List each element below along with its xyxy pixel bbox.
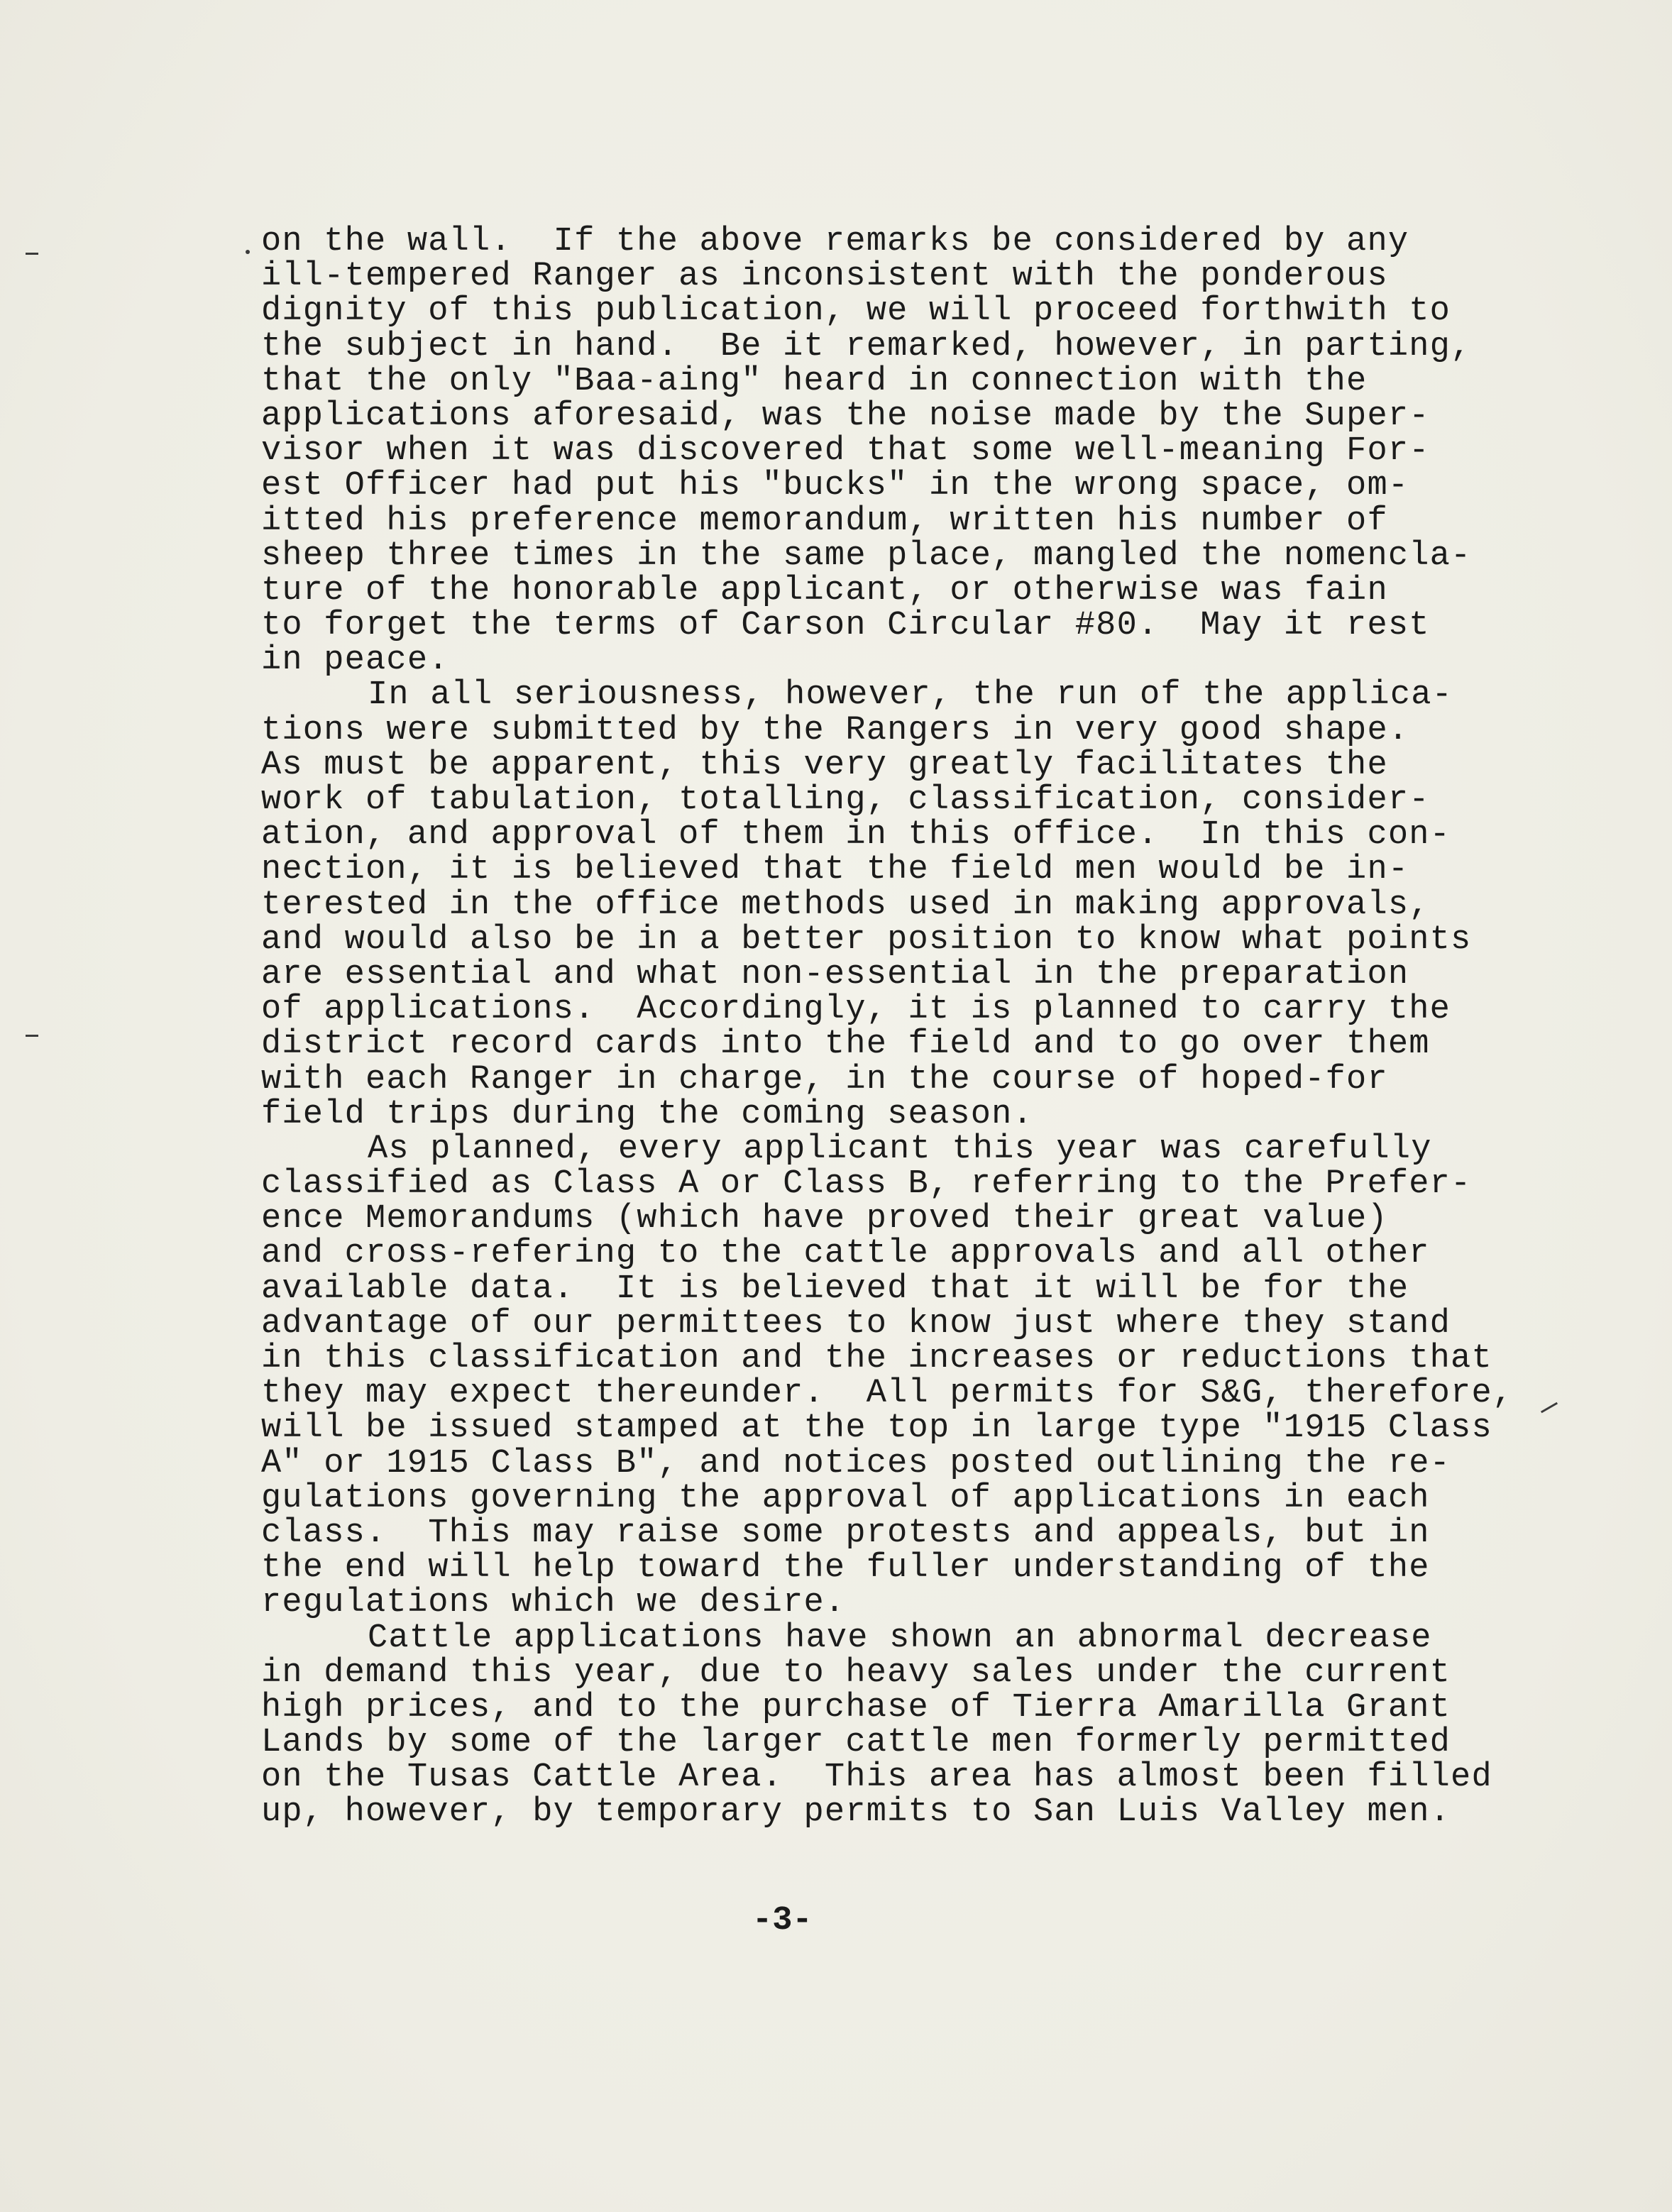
text-line: In all seriousness, however, the run of the applica- xyxy=(368,676,1453,715)
text-line: that the only "Baa-aing" heard in connection with the xyxy=(261,362,1368,400)
text-line: tions were submitted by the Rangers in very good shape. xyxy=(261,711,1409,749)
text-line: ence Memorandums (which have proved their great value) xyxy=(261,1200,1388,1238)
text-line: visor when it was discovered that some well-meaning For- xyxy=(261,432,1430,471)
text-line: with each Ranger in charge, in the course of hoped-for xyxy=(261,1060,1388,1099)
text-line: are essential and what non-essential in the preparation xyxy=(261,955,1409,994)
typed-text-body xyxy=(261,224,1595,1830)
margin-mark xyxy=(246,250,250,254)
text-line: district record cards into the field and to go over them xyxy=(261,1025,1430,1064)
text-line: ation, and approval of them in this office. In this con- xyxy=(261,816,1451,854)
text-line: itted his preference memorandum, written his number of xyxy=(261,502,1388,540)
text-line: on the Tusas Cattle Area. This area has almost been filled xyxy=(261,1759,1492,1797)
text-line: work of tabulation, totalling, classification, consider- xyxy=(261,781,1430,819)
text-line: high prices, and to the purchase of Tierra Amarilla Grant xyxy=(261,1688,1451,1727)
text-line: Cattle applications have shown an abnormal decrease xyxy=(368,1619,1432,1657)
margin-mark xyxy=(26,1035,38,1037)
text-line: the end will help toward the fuller understanding of the xyxy=(261,1549,1430,1588)
text-line: As planned, every applicant this year was carefully xyxy=(368,1130,1432,1168)
text-line: ture of the honorable applicant, or otherwise was fain xyxy=(261,571,1388,610)
text-line: and cross-refering to the cattle approvals and all other xyxy=(261,1235,1430,1273)
page-number: -3- xyxy=(752,1902,813,1939)
text-line: in this classification and the increases or reductions that xyxy=(261,1340,1492,1377)
text-line: terested in the office methods used in making approvals, xyxy=(261,886,1430,924)
margin-mark xyxy=(26,253,38,255)
text-line: the subject in hand. Be it remarked, however, in parting, xyxy=(261,327,1472,365)
text-line: As must be apparent, this very greatly facilitates the xyxy=(261,746,1388,784)
text-line: available data. It is believed that it will be for the xyxy=(261,1270,1409,1308)
text-line: A" or 1915 Class B", and notices posted outlining the re- xyxy=(261,1444,1451,1482)
text-line: sheep three times in the same place, mangled the nomencla- xyxy=(261,537,1472,575)
text-line: field trips during the coming season. xyxy=(261,1095,1033,1133)
text-line: and would also be in a better position to know what points xyxy=(261,920,1472,959)
text-line: in peace. xyxy=(261,642,449,680)
text-line: of applications. Accordingly, it is planned to carry the xyxy=(261,991,1451,1029)
text-line: Lands by some of the larger cattle men formerly permitted xyxy=(261,1724,1451,1762)
text-line: on the wall. If the above remarks be considered by any xyxy=(261,223,1409,260)
text-line: ill-tempered Ranger as inconsistent with the ponderous xyxy=(261,258,1388,296)
text-line: dignity of this publication, we will proceed forthwith to xyxy=(261,292,1451,331)
text-line: advantage of our permittees to know just where they stand xyxy=(261,1304,1451,1343)
text-line: will be issued stamped at the top in large type "1915 Class xyxy=(261,1409,1492,1448)
text-line: classified as Class A or Class B, referring to the Prefer- xyxy=(261,1165,1472,1204)
text-line: nection, it is believed that the field men would be in- xyxy=(261,851,1409,889)
text-line: in demand this year, due to heavy sales under the current xyxy=(261,1654,1451,1692)
text-line: they may expect thereunder. All permits for S&G, therefore, xyxy=(261,1375,1514,1413)
text-line: est Officer had put his "bucks" in the wrong space, om- xyxy=(261,467,1409,505)
text-line: class. This may raise some protests and appeals, but in xyxy=(261,1514,1430,1552)
text-line: applications aforesaid, was the noise made by the Super- xyxy=(261,397,1430,435)
text-line: gulations governing the approval of applications in each xyxy=(261,1479,1430,1517)
text-line: to forget the terms of Carson Circular #80. May it rest xyxy=(261,607,1430,645)
text-line: regulations which we desire. xyxy=(261,1584,846,1622)
text-line: up, however, by temporary permits to San Luis Valley men. xyxy=(261,1793,1451,1832)
